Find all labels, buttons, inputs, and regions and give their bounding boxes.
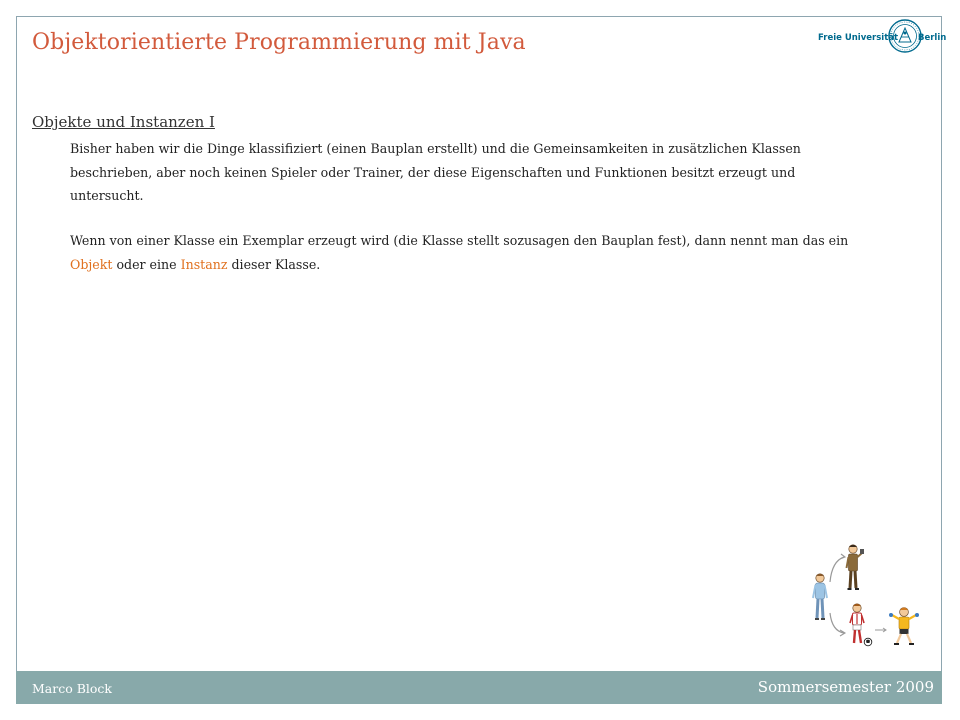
term-objekt: Objekt [70,256,113,272]
paragraph-intro: Bisher haben wir die Dinge klassifiziert (einen Bauplan erstellt) und die Gemeinsamkeiten in zusätzlichen Klassen beschrieben, aber noch keinen Spieler oder Trainer, der diese Eigenschaften und Funktionen besitzt erzeugt und untersucht. [70,141,801,203]
paragraph-text: oder eine [112,256,181,272]
class-hierarchy-illustration [800,535,932,653]
trainer-figure-icon [847,545,865,589]
seal-icon [888,18,922,54]
paragraph-definition [70,229,850,276]
paragraph-text: dieser Klasse. [227,256,321,272]
inheritance-arrow-bottom [830,613,844,633]
footer-semester: Sommersemester 2009 [757,678,934,696]
footer-author: Marco Block [32,681,113,696]
section-heading: Objekte und Instanzen I [32,113,215,131]
slide-title: Objektorientierte Programmierung mit Java [32,30,526,55]
term-instanz: Instanz [180,256,228,272]
university-logo [818,18,947,56]
player-figure-icon [850,604,872,646]
logo-text-right: Berlin [918,33,947,43]
paragraph-text: Wenn von einer Klasse ein Exemplar erzeugt wird (die Klasse stellt sozusagen den Bauplan fest), dann nennt man das ein [70,233,849,248]
logo-text-left: Freie Universität [818,33,899,43]
goalkeeper-figure-icon [889,608,919,645]
person-figure-icon [813,574,827,619]
inheritance-arrow-top [830,557,844,582]
footer-bar [16,671,942,704]
